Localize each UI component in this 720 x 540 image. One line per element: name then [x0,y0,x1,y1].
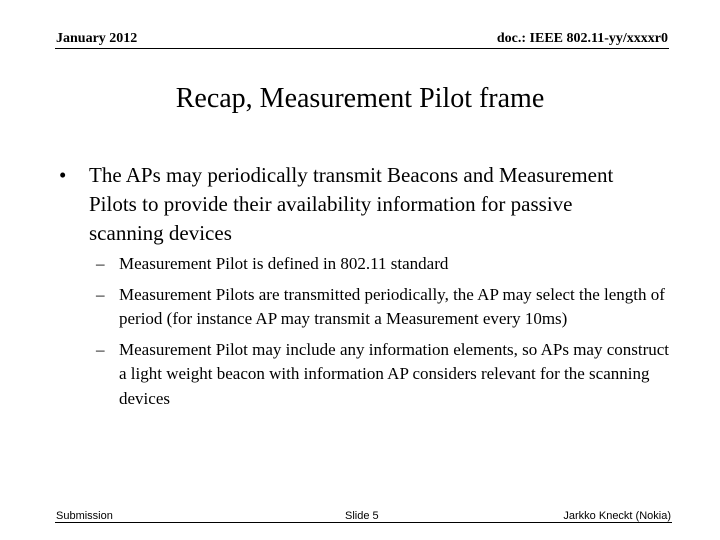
footer-divider [55,522,672,523]
bullet-text: The APs may periodically transmit Beacons and Measurement Pilots to provide their availability information for passive scanning devices [89,163,614,245]
sub-bullet-item [96,283,676,332]
header-doc-id: doc.: IEEE 802.11-yy/xxxxr0 [496,31,668,46]
sub-bullet-item [96,338,676,412]
sub-bullet-item [96,252,676,277]
sub-bullet-text: Measurement Pilot is defined in 802.11 standard [119,254,449,273]
slide-title: Recap, Measurement Pilot frame [175,83,545,114]
sub-bullet-marker: – [96,339,105,359]
footer-slide-number: Slide 5 [345,510,379,522]
sub-bullet-text: Measurement Pilot may include any information elements, so APs may construct a light weight beacon with information AP considers relevant for the scanning devices [119,339,670,408]
sub-bullet-list [96,252,676,417]
header-date: January 2012 [56,31,138,46]
sub-bullet-marker: – [96,284,105,304]
footer-submission: Submission [56,510,113,522]
sub-bullet-text: Measurement Pilots are transmitted periodically, the AP may select the length of period (for instance AP may transmit a Measurement every 10ms) [119,284,665,328]
header-divider [55,48,669,49]
sub-bullet-marker: – [96,254,105,273]
footer-author: Jarkko Kneckt (Nokia) [563,510,671,522]
bullet-item [59,161,619,248]
bullet-marker: • [59,163,67,187]
